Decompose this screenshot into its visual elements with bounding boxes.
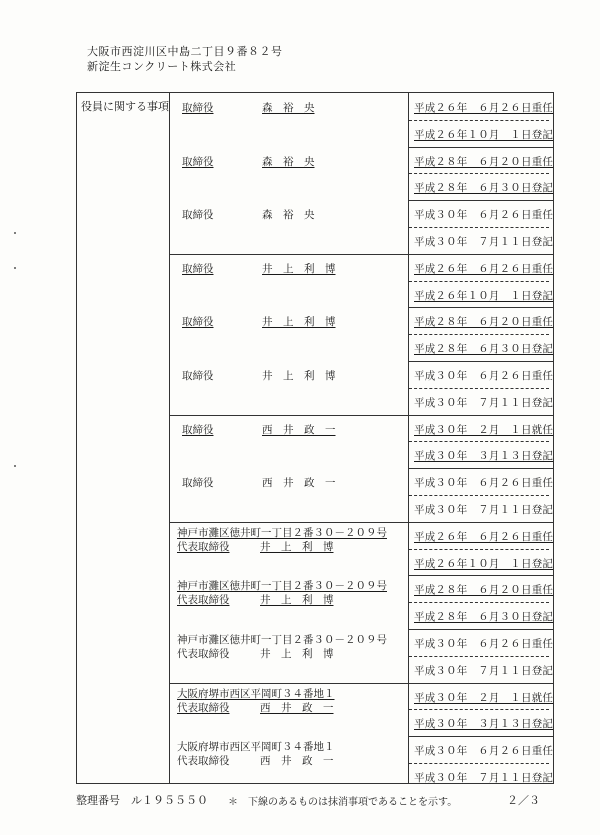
- entry-separator: [408, 736, 554, 737]
- officer-name: 西 井 政 一: [260, 755, 334, 768]
- scan-speck: [14, 465, 16, 467]
- date-separator: [409, 281, 549, 282]
- date-separator: [409, 334, 549, 335]
- registry-date: 平成２６年１０月 １日登記: [414, 557, 554, 570]
- registry-date: 平成２６年 ６月２６日重任: [414, 262, 554, 275]
- officer-name: 井 上 利 博: [260, 648, 334, 660]
- registry-table: [76, 92, 554, 784]
- date-separator: [409, 709, 549, 710]
- company-address: 大阪市西淀川区中島二丁目９番８２号: [87, 45, 283, 58]
- entry-separator: [408, 629, 554, 630]
- officer-address: 神戸市灘区徳井町一丁目２番３０－２０９号: [177, 526, 387, 539]
- entry-separator: [408, 307, 554, 308]
- registry-date: 平成３０年 ２月 １日就任: [414, 423, 554, 436]
- officer-name: 森 裕 央: [262, 209, 315, 222]
- scan-speck: [14, 232, 16, 234]
- registry-date: 平成２６年１０月 １日登記: [414, 128, 554, 141]
- officer-address: 大阪府堺市西区平岡町３４番地１: [177, 741, 335, 754]
- column-divider-right: [408, 92, 409, 784]
- registry-date: 平成２６年 ６月２６日重任: [414, 102, 554, 114]
- registry-date: 平成２６年１０月 １日登記: [414, 289, 554, 302]
- officer-name: 井 上 利 博: [262, 316, 336, 329]
- officer-title: 取締役: [182, 316, 214, 329]
- group-separator: [169, 254, 554, 255]
- topic-label: 役員に関する事項: [81, 100, 169, 113]
- officer-title: 取締役: [182, 370, 214, 382]
- reference-number: 整理番号 ル１９５５５０: [76, 794, 208, 807]
- officer-title: 代表取締役: [177, 594, 230, 607]
- underline-note: ＊ 下線のあるものは抹消事項であることを示す。: [228, 797, 458, 808]
- registry-date: 平成２８年 ６月２０日重任: [414, 155, 554, 168]
- registry-date: 平成２８年 ６月２０日重任: [414, 584, 554, 597]
- registry-date: 平成３０年 ７月１１日登記: [414, 772, 554, 784]
- page-number: ２／３: [507, 794, 540, 807]
- registry-date: 平成３０年 ２月 １日就任: [414, 691, 554, 704]
- date-separator: [409, 495, 549, 496]
- officer-title: 代表取締役: [177, 648, 230, 660]
- officer-title: 代表取締役: [177, 540, 230, 553]
- registry-date: 平成３０年 ６月２６日重任: [414, 209, 554, 222]
- officer-name: 西 井 政 一: [262, 423, 336, 436]
- officer-title: 取締役: [182, 209, 214, 222]
- entry-separator: [408, 361, 554, 362]
- officer-name: 井 上 利 博: [260, 594, 334, 607]
- date-separator: [409, 441, 549, 442]
- group-separator: [169, 522, 554, 523]
- officer-title: 取締役: [182, 262, 214, 275]
- officer-address: 大阪府堺市西区平岡町３４番地１: [177, 687, 335, 700]
- registry-date: 平成３０年 ３月１３日登記: [414, 450, 554, 463]
- registry-date: 平成３０年 ７月１１日登記: [414, 664, 554, 677]
- officer-address: 神戸市灘区徳井町一丁目２番３０－２０９号: [177, 580, 387, 593]
- officer-title: 取締役: [182, 423, 214, 436]
- date-separator: [409, 549, 549, 550]
- registry-date: 平成２６年 ６月２６日重任: [414, 530, 554, 543]
- registry-date: 平成３０年 ７月１１日登記: [414, 396, 554, 409]
- group-separator: [169, 415, 554, 416]
- date-separator: [409, 227, 549, 228]
- officer-title: 取締役: [182, 102, 214, 114]
- registry-date: 平成３０年 ７月１１日登記: [414, 504, 554, 516]
- officer-name: 森 裕 央: [262, 155, 315, 168]
- date-separator: [409, 388, 549, 389]
- officer-name: 井 上 利 博: [260, 540, 334, 553]
- registry-date: 平成３０年 ６月２６日重任: [414, 477, 554, 490]
- entry-separator: [408, 575, 554, 576]
- officer-name: 井 上 利 博: [262, 262, 336, 275]
- date-separator: [409, 120, 549, 121]
- registry-date: 平成３０年 ６月２６日重任: [414, 370, 554, 382]
- registry-date: 平成２８年 ６月３０日登記: [414, 182, 554, 195]
- entry-separator: [408, 147, 554, 148]
- officer-name: 森 裕 央: [262, 102, 315, 114]
- registry-date: 平成３０年 ３月１３日登記: [414, 718, 554, 731]
- scan-speck: [14, 267, 16, 269]
- officer-address: 神戸市灘区徳井町一丁目２番３０－２０９号: [177, 634, 387, 646]
- officer-title: 取締役: [182, 477, 214, 490]
- company-name: 新淀生コンクリート株式会社: [87, 60, 237, 73]
- date-separator: [409, 656, 549, 657]
- entry-separator: [408, 468, 554, 469]
- date-separator: [409, 763, 549, 764]
- entry-separator: [408, 200, 554, 201]
- registry-date: 平成３０年 ６月２６日重任: [414, 638, 554, 650]
- officer-name: 西 井 政 一: [260, 701, 334, 714]
- officer-name: 井 上 利 博: [262, 370, 336, 382]
- registry-date: 平成２８年 ６月３０日登記: [414, 343, 554, 356]
- registry-date: 平成３０年 ６月２６日重任: [414, 745, 554, 758]
- officer-name: 西 井 政 一: [262, 477, 336, 490]
- registry-date: 平成２８年 ６月２０日重任: [414, 316, 554, 329]
- date-separator: [409, 602, 549, 603]
- registry-date: 平成３０年 ７月１１日登記: [414, 236, 554, 248]
- registry-date: 平成２８年 ６月３０日登記: [414, 611, 554, 624]
- group-separator: [169, 683, 554, 684]
- officer-title: 代表取締役: [177, 701, 230, 714]
- column-divider-left: [169, 92, 170, 784]
- officer-title: 代表取締役: [177, 755, 230, 768]
- date-separator: [409, 173, 549, 174]
- officer-title: 取締役: [182, 155, 214, 168]
